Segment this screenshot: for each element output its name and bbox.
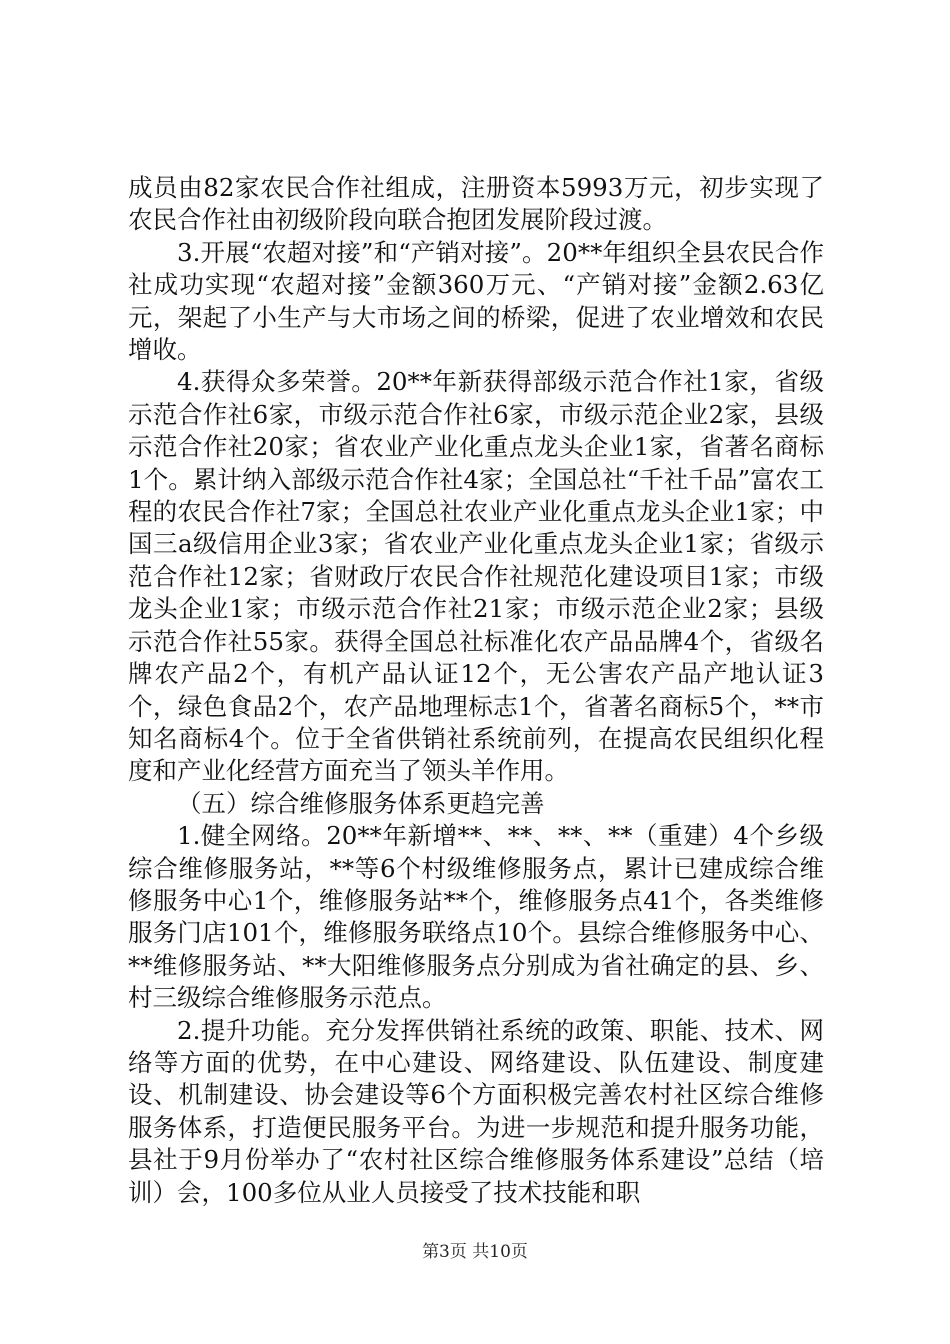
document-body xyxy=(128,172,824,1209)
page-footer: 第3页 共10页 xyxy=(422,1242,528,1262)
paragraph-1: 成员由82家农民合作社组成，注册资本5993万元，初步实现了农民合作社由初级阶段向联合抱团发展阶段过渡。 xyxy=(128,173,824,235)
paragraph-5: 1.健全网络。20**年新增**、**、**、**（重建）4个乡级综合维修服务站，**等6个村级维修服务点，累计已建成综合维修服务中心1个，维修服务站**个，维修服务点41个，各类维修服务门店101个，维修服务联络点10个。县综合维修服务中心、**维修服务站、**大阳维修服务点分别成为省社确定的县、乡、村三级综合维修服务示范点。 xyxy=(128,821,824,1013)
paragraph-3: 4.获得众多荣誉。20**年新获得部级示范合作社1家，省级示范合作社6家，市级示范合作社6家，市级示范企业2家，县级示范合作社20家；省农业产业化重点龙头企业1家，省著名商标1个。累计纳入部级示范合作社4家；全国总社“千社千品”富农工程的农民合作社7家；全国总社农业产业化重点龙头企业1家；中国三a级信用企业3家；省农业产业化重点龙头企业1家；省级示范合作社12家；省财政厅农民合作社规范化建设项目1家；市级龙头企业1家；市级示范合作社21家；市级示范企业2家；县级示范合作社55家。获得全国总社标准化农产品品牌4个，省级名牌农产品2个，有机产品认证12个，无公害农产品产地认证3个，绿色食品2个，农产品地理标志1个，省著名商标5个，**市知名商标4个。位于全省供销社系统前列，在提高农民组织化程度和产业化经营方面充当了领头羊作用。 xyxy=(128,367,824,786)
paragraph-2: 3.开展“农超对接”和“产销对接”。20**年组织全县农民合作社成功实现“农超对接”金额360万元、“产销对接”金额2.63亿元，架起了小生产与大市场之间的桥梁，促进了农业增效和农民增收。 xyxy=(128,237,824,365)
paragraph-6: 2.提升功能。充分发挥供销社系统的政策、职能、技术、网络等方面的优势，在中心建设、网络建设、队伍建设、制度建设、机制建设、协会建设等6个方面积极完善农村社区综合维修服务体系，打造便民服务平台。为进一步规范和提升服务功能，县社于9月份举办了“农村社区综合维修服务体系建设”总结（培训）会，100多位从业人员接受了技术技能和职 xyxy=(128,1015,824,1207)
section-heading-5: （五）综合维修服务体系更趋完善 xyxy=(177,788,545,818)
